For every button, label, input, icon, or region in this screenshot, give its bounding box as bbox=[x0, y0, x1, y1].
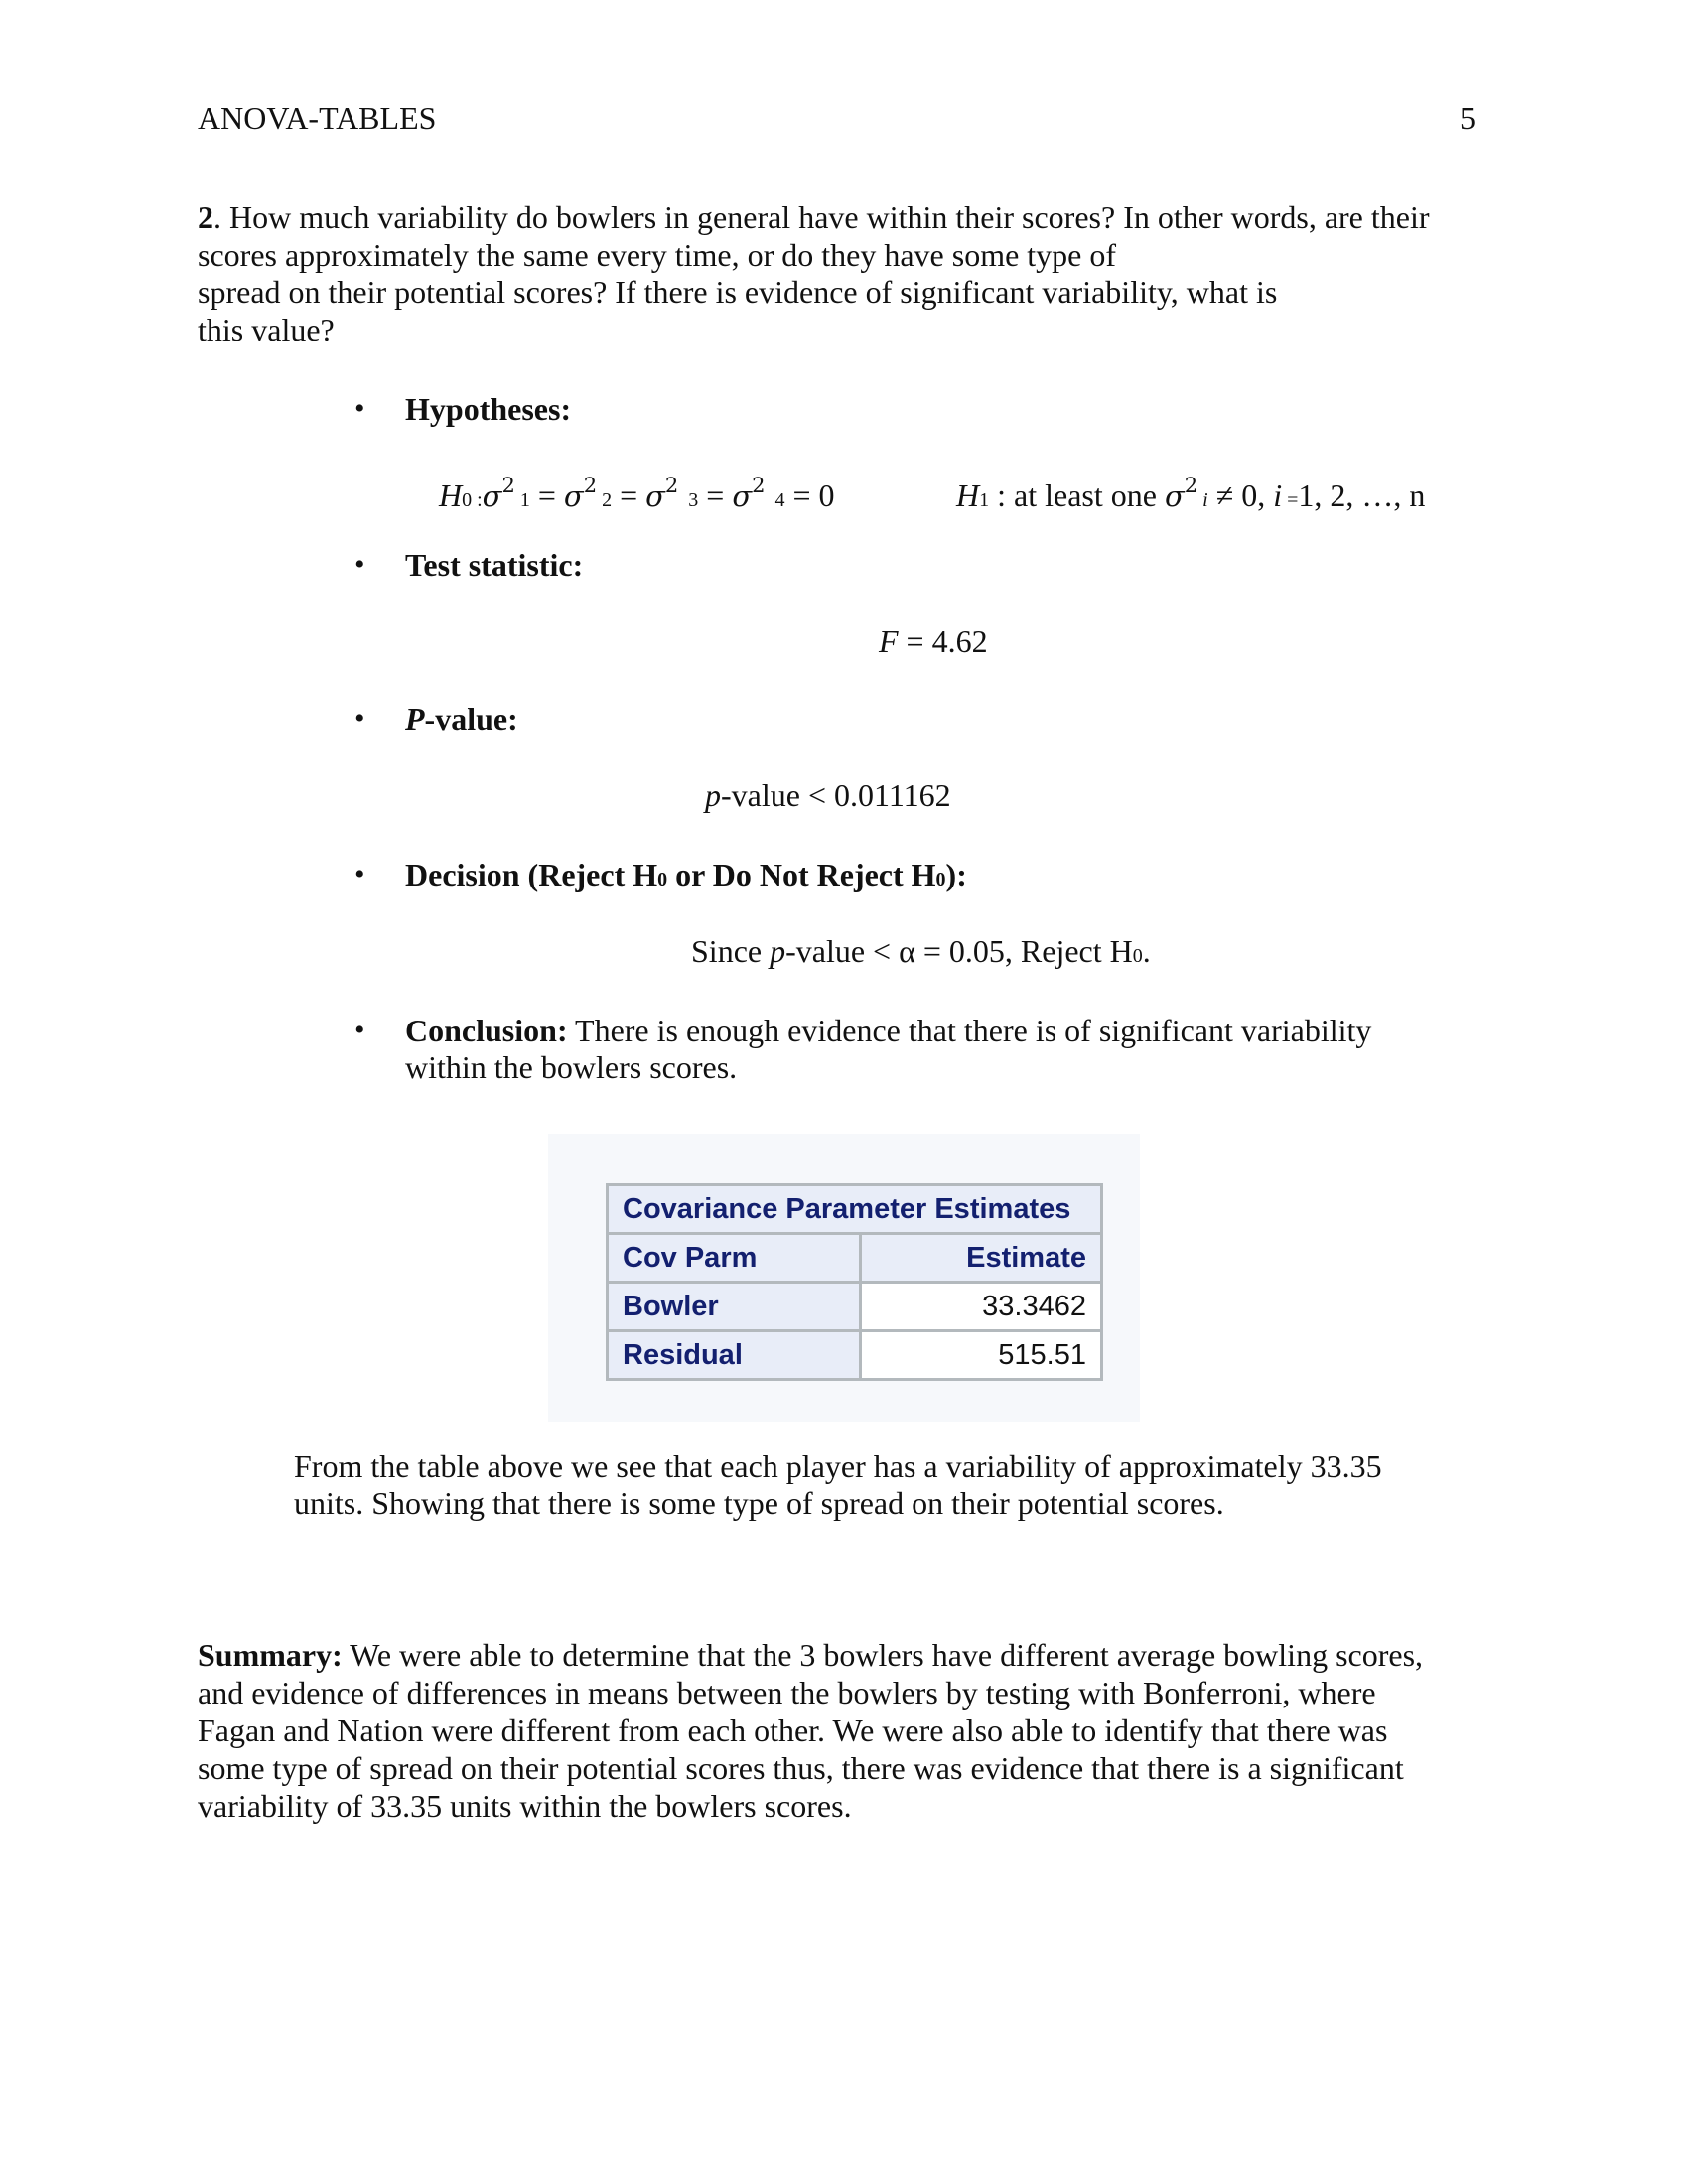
bullet-icon: • bbox=[354, 858, 365, 890]
sigma-4: σ bbox=[732, 479, 753, 513]
interpretation-line-1: From the table above we see that each player has a variability of approximately 33.35 bbox=[294, 1448, 1382, 1484]
eq-1: = bbox=[529, 478, 564, 513]
p-value-label bbox=[405, 700, 518, 738]
table-row bbox=[608, 1331, 1102, 1380]
alternative-hypothesis bbox=[956, 467, 1425, 519]
since-rest: -value < α = 0.05, Reject H bbox=[785, 933, 1133, 969]
summary-text: We were able to determine that the 3 bowlers have different average bowling scores, bbox=[342, 1637, 1424, 1673]
conclusion-line-2: within the bowlers scores. bbox=[405, 1049, 738, 1085]
since-sub: 0 bbox=[1132, 945, 1143, 967]
eq-3: = bbox=[698, 478, 733, 513]
h1-range: 1, 2, …, n bbox=[1298, 478, 1426, 513]
test-statistic-value bbox=[879, 622, 988, 660]
cov-parm-cell: Residual bbox=[608, 1331, 861, 1380]
page-number: 5 bbox=[1460, 100, 1476, 136]
bullet-icon: • bbox=[354, 392, 365, 425]
h1-i-sub: i bbox=[1202, 489, 1208, 511]
summary-line-5: variability of 33.35 units within the bowlers scores. bbox=[198, 1788, 852, 1824]
h1-symbol: H bbox=[956, 478, 980, 513]
estimate-cell: 33.3462 bbox=[861, 1283, 1102, 1331]
h1-neq: ≠ 0, bbox=[1207, 478, 1274, 513]
sub-4: 4 bbox=[774, 489, 785, 511]
bullet-icon: • bbox=[354, 548, 365, 581]
since-p: p bbox=[770, 933, 786, 969]
eq-2: = bbox=[612, 478, 646, 513]
summary-line-1 bbox=[198, 1636, 1423, 1674]
bullet-icon: • bbox=[354, 702, 365, 735]
question-number: 2 bbox=[198, 200, 213, 235]
sup-3: 2 bbox=[664, 474, 679, 497]
hypotheses-label: Hypotheses: bbox=[405, 391, 572, 427]
estimate-cell: 515.51 bbox=[861, 1331, 1102, 1380]
sigma-2: σ bbox=[563, 479, 584, 513]
p-label-rest: -value: bbox=[424, 701, 518, 737]
sigma-3: σ bbox=[645, 479, 665, 513]
column-header-cov-parm: Cov Parm bbox=[608, 1234, 861, 1283]
decision-statement bbox=[691, 932, 1151, 975]
sub-3: 3 bbox=[688, 489, 699, 511]
sup-4: 2 bbox=[752, 474, 766, 497]
eq-4: = bbox=[784, 478, 819, 513]
covariance-parameter-table bbox=[606, 1183, 1103, 1381]
summary-line-2: and evidence of differences in means between the bowlers by testing with Bonferroni, where bbox=[198, 1675, 1376, 1710]
h1-sigma: σ bbox=[1164, 479, 1185, 513]
table-row bbox=[608, 1283, 1102, 1331]
question-line-3: spread on their potential scores? If there is evidence of significant variability, what is bbox=[198, 274, 1278, 310]
sas-output-panel bbox=[548, 1134, 1140, 1422]
sub-2: 2 bbox=[602, 489, 613, 511]
f-value: = 4.62 bbox=[898, 623, 988, 659]
summary-label: Summary: bbox=[198, 1637, 343, 1673]
h1-subscript: 1 bbox=[979, 489, 990, 511]
decision-sub0: 0 bbox=[657, 869, 668, 890]
conclusion-text: There is enough evidence that there is of significant variability bbox=[567, 1013, 1372, 1048]
since-text: Since bbox=[691, 933, 771, 969]
sub-1: 1 bbox=[519, 489, 530, 511]
p-label-italic: P bbox=[405, 701, 425, 737]
question-line-4: this value? bbox=[198, 312, 335, 347]
table-title: Covariance Parameter Estimates bbox=[608, 1185, 1102, 1234]
running-title: ANOVA-TABLES bbox=[198, 100, 437, 136]
column-header-estimate: Estimate bbox=[861, 1234, 1102, 1283]
decision-pre: Decision (Reject H bbox=[405, 857, 658, 892]
summary-line-3: Fagan and Nation were different from each other. We were also able to identify that there was bbox=[198, 1712, 1388, 1748]
table-header-row bbox=[608, 1234, 1102, 1283]
sup-1: 2 bbox=[501, 474, 515, 497]
table-title-row bbox=[608, 1185, 1102, 1234]
interpretation-line-2: units. Showing that there is some type of spread on their potential scores. bbox=[294, 1485, 1224, 1521]
decision-sub1: 0 bbox=[935, 869, 946, 890]
null-hypothesis bbox=[439, 467, 835, 519]
h0-rhs: 0 bbox=[818, 478, 835, 513]
h0-symbol: H bbox=[439, 478, 463, 513]
h1-sup: 2 bbox=[1184, 474, 1198, 497]
h1-i-eq: = bbox=[1282, 489, 1299, 511]
f-symbol: F bbox=[879, 623, 899, 659]
summary-line-4: some type of spread on their potential scores thus, there was evidence that there is a significant bbox=[198, 1750, 1404, 1786]
p-italic: p bbox=[705, 777, 721, 813]
decision-post: ): bbox=[945, 857, 967, 892]
h1-text: : at least one bbox=[989, 478, 1165, 513]
sigma-1: σ bbox=[482, 479, 502, 513]
h0-colon: : bbox=[472, 489, 483, 511]
p-value-text: -value < 0.011162 bbox=[721, 777, 951, 813]
cov-parm-cell: Bowler bbox=[608, 1283, 861, 1331]
since-end: . bbox=[1142, 933, 1151, 969]
decision-mid: or Do Not Reject H bbox=[667, 857, 936, 892]
question-text: . How much variability do bowlers in general have within their scores? In other words, are their bbox=[213, 200, 1430, 235]
conclusion-label: Conclusion: bbox=[405, 1013, 568, 1048]
p-value-statement bbox=[705, 776, 951, 814]
h0-subscript: 0 bbox=[462, 489, 473, 511]
question-line-2: scores approximately the same every time, or do they have some type of bbox=[198, 237, 1117, 273]
question-line-1 bbox=[198, 199, 1430, 236]
bullet-icon: • bbox=[354, 1014, 365, 1046]
sup-2: 2 bbox=[583, 474, 598, 497]
test-statistic-label: Test statistic: bbox=[405, 547, 584, 583]
decision-label bbox=[405, 856, 967, 898]
conclusion-line-1 bbox=[405, 1012, 1371, 1049]
h1-i-var: i bbox=[1273, 478, 1283, 513]
